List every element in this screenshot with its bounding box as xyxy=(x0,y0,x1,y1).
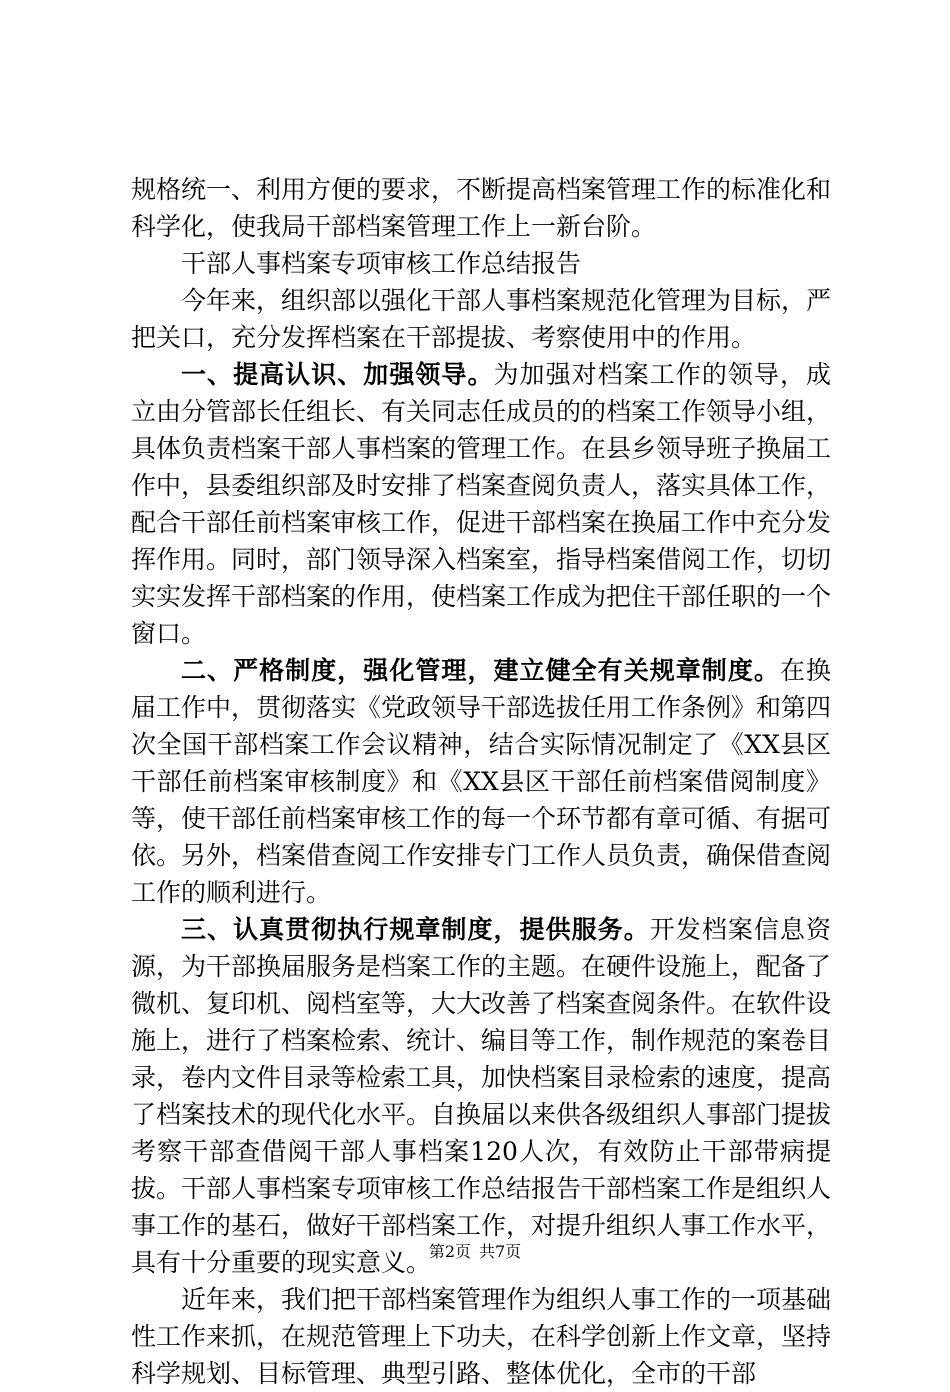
section-1-paragraph xyxy=(131,356,831,652)
intro-paragraph: 今年来，组织部以强化干部人事档案规范化管理为目标，严把关口，充分发挥档案在干部提拔、考察使用中的作用。 xyxy=(131,286,832,352)
section-3-body: 开发档案信息资源，为干部换届服务是档案工作的主题。在硬件设施上，配备了微机、复印机、阅档室等，大大改善了档案查阅条件。在软件设施上，进行了档案检索、统计、编目等工作，制作规范的案卷目录，卷内文件目录等检索工具，加快档案目录检索的速度，提高了档案技术的现代化水平。自换届以来供各级组织人事部门提拔考察干部查借阅干部人事档案120人次，有效防止干部带病提拔。干部人事档案专项审核工作总结报告干部档案工作是组织人事工作的基石，做好干部档案工作，对提升组织人事工作水平，具有十分重要的现实意义。 xyxy=(131,915,832,1277)
section-3-heading: 三、认真贯彻执行规章制度，提供服务。 xyxy=(181,915,650,944)
section-1-body: 为加强对档案工作的领导，成立由分管部长任组长、有关同志任成员的的档案工作领导小组，具体负责档案干部人事档案的管理工作。在县乡领导班子换届工作中，县委组织部及时安排了档案查阅负责人，落实具体工作，配合干部任前档案审核工作，促进干部档案在换届工作中充分发挥作用。同时，部门领导深入档案室，指导档案借阅工作，切切实实发挥干部档案的作用，使档案工作成为把住干部任职的一个窗口。 xyxy=(131,360,832,648)
section-2-body: 在换届工作中，贯彻落实《党政领导干部选拔任用工作条例》和第四次全国干部档案工作会议精神，结合实际情况制定了《XX县区干部任前档案审核制度》和《XX县区干部任前档案借阅制度》等，使干部任前档案审核工作的每一个环节都有章可循、有据可依。另外，档案借查阅工作安排专门工作人员负责，确保借查阅工作的顺利进行。 xyxy=(131,656,832,907)
section-2-heading: 二、严格制度，强化管理，建立健全有关规章制度。 xyxy=(181,656,780,685)
page-number: 第2页 xyxy=(428,1242,471,1261)
report-title: 干部人事档案专项审核工作总结报告 xyxy=(181,249,582,278)
page-footer xyxy=(0,1242,950,1262)
section-2-paragraph xyxy=(131,652,831,911)
section-3-paragraph xyxy=(131,911,831,1281)
page-total: 共7页 xyxy=(479,1242,522,1261)
closing-paragraph: 近年来，我们把干部档案管理作为组织人事工作的一项基础性工作来抓，在规范管理上下功夫，在科学创新上作文章，坚持科学规划、目标管理、典型引路、整体优化，全市的干部 xyxy=(131,1285,832,1388)
section-1-heading: 一、提高认识、加强领导。 xyxy=(181,360,494,389)
document-body xyxy=(131,171,831,1392)
continuation-paragraph: 规格统一、利用方便的要求，不断提高档案管理工作的标准化和科学化，使我局干部档案管理工作上一新台阶。 xyxy=(131,175,832,241)
